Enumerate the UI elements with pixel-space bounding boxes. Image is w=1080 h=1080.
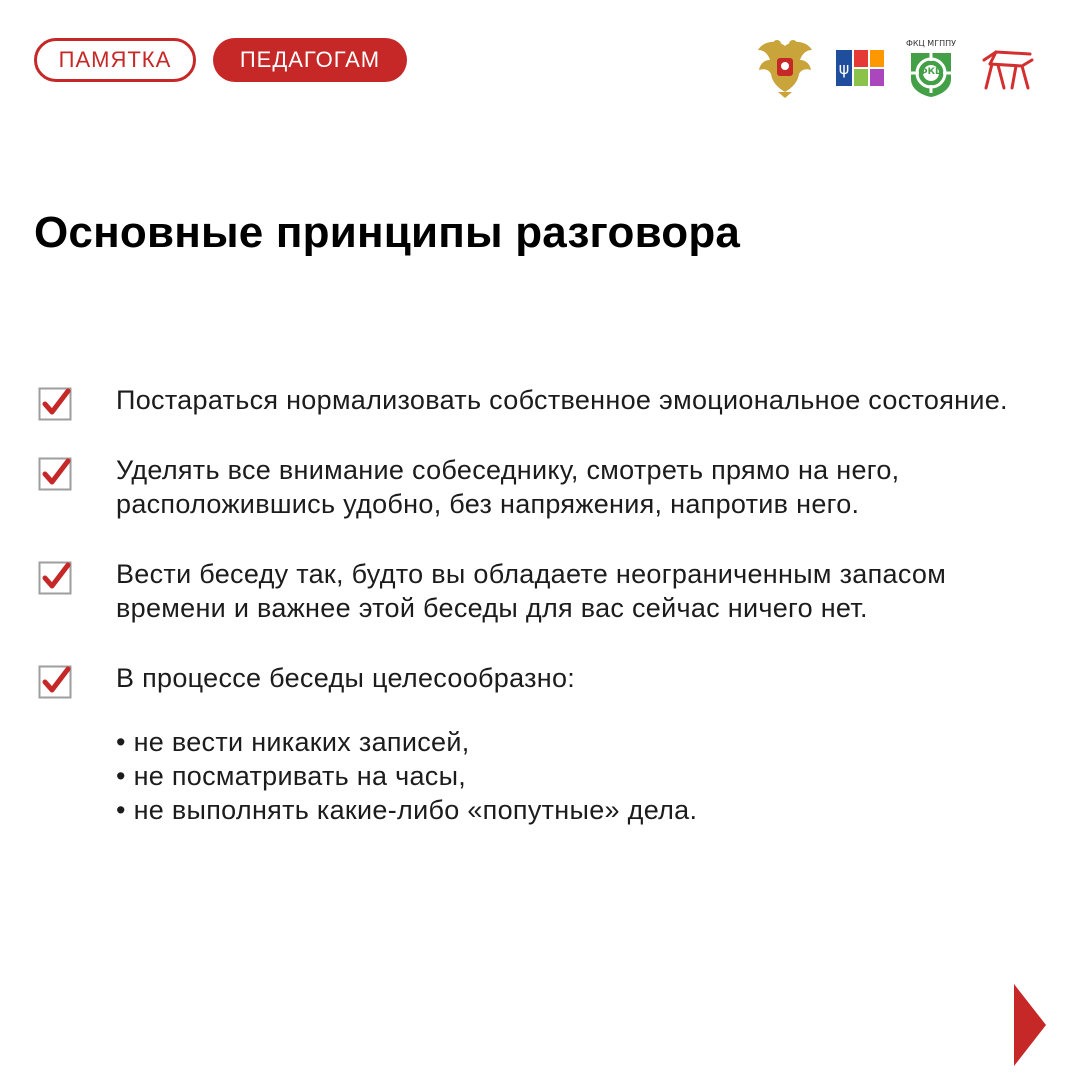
- sub-bullet-list: [116, 725, 1026, 827]
- fkc-logo: [906, 39, 956, 97]
- list-item-text: В процессе беседы целесообразно:: [116, 663, 576, 693]
- sub-bullet-item: • не вести никаких записей,: [116, 725, 1026, 759]
- svg-text:ψ: ψ: [838, 59, 850, 78]
- list-item-text: Вести беседу так, будто вы обладаете неограниченным запасом времени и важнее этой беседы для вас сейчас ничего нет.: [116, 559, 947, 623]
- principles-list: [36, 383, 1026, 863]
- ministry-emblem-logo: [756, 36, 814, 100]
- list-item: [36, 661, 1026, 827]
- sub-bullet-item: • не посматривать на часы,: [116, 759, 1026, 793]
- check-square-icon: [38, 665, 72, 699]
- page-title: Основные принципы разговора: [34, 208, 741, 257]
- mgppu-logo: [836, 44, 884, 92]
- list-item-text: Уделять все внимание собеседнику, смотреть прямо на него, расположившись удобно, без напряжения, напротив него.: [116, 455, 900, 519]
- pamyatka-tag: ПАМЯТКА: [34, 38, 196, 82]
- partner-logos: [756, 36, 1036, 100]
- check-square-icon: [38, 457, 72, 491]
- check-square-icon: [38, 561, 72, 595]
- next-arrow-icon[interactable]: [1014, 984, 1046, 1066]
- list-item: [36, 557, 1026, 625]
- fkc-logo-inner: ФКЦ: [918, 67, 944, 77]
- horse-logo: [978, 44, 1036, 92]
- check-square-icon: [38, 387, 72, 421]
- pedagogam-tag: ПЕДАГОГАМ: [213, 38, 407, 82]
- list-item: [36, 453, 1026, 521]
- list-item-text: Постараться нормализовать собственное эмоциональное состояние.: [116, 385, 1008, 415]
- list-item: [36, 383, 1026, 417]
- fkc-logo-caption: ФКЦ МГППУ: [905, 39, 956, 48]
- sub-bullet-item: • не выполнять какие-либо «попутные» дела.: [116, 793, 1026, 827]
